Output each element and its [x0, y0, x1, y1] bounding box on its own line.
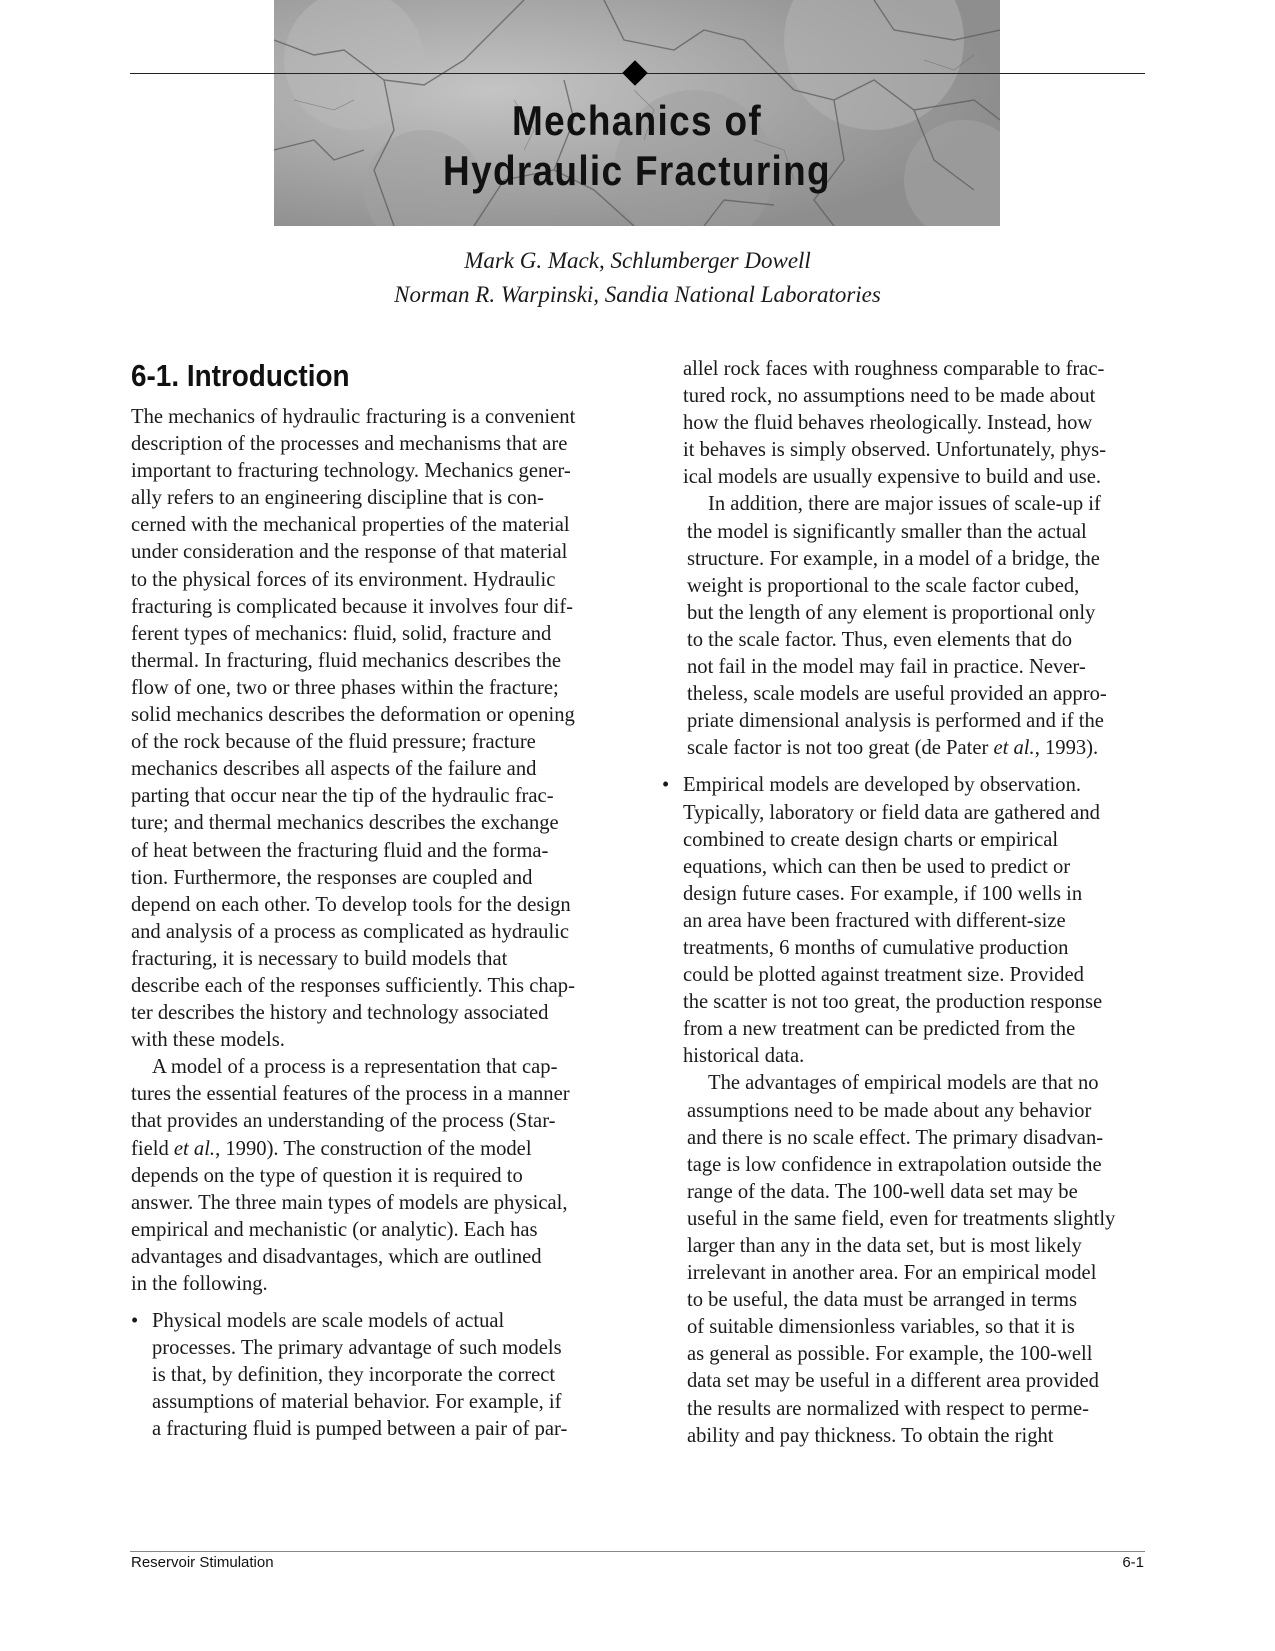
paragraph-line: weight is proportional to the scale factor cubed,: [687, 574, 1080, 597]
paragraph-line: with these models.: [131, 1029, 285, 1052]
bullet-physical-continuation: [683, 356, 1148, 491]
paragraph-line: the model is significantly smaller than the actual: [687, 520, 1087, 543]
advantages-paragraph: [683, 1070, 1148, 1449]
paragraph-line: historical data.: [683, 1045, 805, 1068]
paragraph-line: assumptions of material behavior. For example, if: [152, 1391, 562, 1414]
paragraph-line: treatments, 6 months of cumulative production: [683, 936, 1069, 959]
bullet-list: [662, 772, 1148, 1070]
paragraph-line: range of the data. The 100-well data set may be: [687, 1180, 1078, 1203]
paragraph-line: is that, by definition, they incorporate the correct: [152, 1364, 556, 1387]
paragraph-line: of suitable dimensionless variables, so that it is: [687, 1316, 1075, 1339]
author-1: Mark G. Mack, Schlumberger Dowell: [464, 248, 811, 273]
paragraph-line: mechanics describes all aspects of the failure and: [131, 758, 537, 781]
model-paragraph: [131, 1054, 616, 1298]
text-run: , 1990). The construction of the model: [215, 1137, 532, 1160]
chapter-title-line1: Mechanics of: [511, 97, 762, 144]
paragraph-line: the results are normalized with respect to perme-: [687, 1397, 1089, 1420]
paragraph-line: could be plotted against treatment size. Provided: [683, 964, 1084, 987]
paragraph-line: The advantages of empirical models are that no: [708, 1072, 1099, 1095]
chapter-title: [318, 96, 957, 196]
paragraph-line: ture; and thermal mechanics describes the exchange: [131, 812, 559, 835]
paragraph-line: The mechanics of hydraulic fracturing is a convenient: [131, 406, 576, 428]
paragraph-line: ter describes the history and technology associated: [131, 1002, 549, 1025]
paragraph-line: useful in the same field, even for treatments slightly: [687, 1207, 1116, 1230]
paragraph-line: assumptions need to be made about any behavior: [687, 1099, 1092, 1122]
bullet-text: [152, 1308, 616, 1443]
paragraph-line: Physical models are scale models of actual: [152, 1310, 505, 1333]
paragraph-line: Empirical models are developed by observation.: [683, 774, 1082, 797]
paragraph-line: [131, 1136, 616, 1163]
scale-lines: [687, 491, 1148, 735]
paragraph-line: combined to create design charts or empirical: [683, 828, 1059, 851]
paragraph-line: description of the processes and mechanisms that are: [131, 433, 568, 456]
paragraph-line: and there is no scale effect. The primary disadvan-: [687, 1126, 1104, 1149]
paragraph-line: that provides an understanding of the process (Star-: [131, 1110, 556, 1133]
paragraph-line: empirical and mechanistic (or analytic). Each has: [131, 1218, 538, 1241]
left-column: [131, 358, 616, 1444]
paragraph-line: describe each of the responses sufficiently. This chap-: [131, 974, 575, 997]
paragraph-line: in the following.: [131, 1273, 268, 1295]
paragraph-line: cerned with the mechanical properties of the material: [131, 514, 570, 537]
paragraph-line: of the rock because of the fluid pressure; fracture: [131, 731, 536, 754]
paragraph-line: A model of a process is a representation that cap-: [152, 1056, 558, 1079]
paragraph-line: ical models are usually expensive to build and use.: [683, 466, 1102, 489]
paragraph-line: processes. The primary advantage of such models: [152, 1337, 562, 1360]
paragraph-line: not fail in the model may fail in practice. Never-: [687, 656, 1086, 679]
paragraph-line: priate dimensional analysis is performed and if the: [687, 710, 1104, 733]
paragraph-line: allel rock faces with roughness comparable to frac-: [683, 358, 1105, 380]
footer-rule: [130, 1551, 1145, 1552]
paragraph-line: larger than any in the data set, but is most likely: [687, 1235, 1082, 1257]
paragraph-line: tion. Furthermore, the responses are coupled and: [131, 866, 533, 889]
paragraph-line: tures the essential features of the process in a manner: [131, 1083, 570, 1106]
paragraph-line: how the fluid behaves rheologically. Instead, how: [683, 412, 1093, 435]
paragraph-line: from a new treatment can be predicted from the: [683, 1018, 1076, 1041]
right-column: [662, 356, 1148, 1450]
paragraph-line: design future cases. For example, if 100 wells in: [683, 882, 1083, 905]
paragraph-line: tured rock, no assumptions need to be made about: [683, 385, 1096, 408]
chapter-title-line2: Hydraulic Fracturing: [443, 147, 831, 194]
paragraph-line: to the physical forces of its environment. Hydraulic: [131, 568, 556, 591]
author-block: [130, 244, 1145, 312]
paragraph-line: an area have been fractured with different-size: [683, 909, 1066, 932]
text-run: scale factor is not too great (de Pater: [687, 737, 994, 760]
paragraph-line: [687, 735, 1148, 762]
paragraph-line: thermal. In fracturing, fluid mechanics describes the: [131, 649, 562, 672]
text-run: field: [131, 1137, 174, 1160]
author-2: Norman R. Warpinski, Sandia National Laboratories: [394, 282, 881, 307]
italic-citation: et al.: [173, 1137, 216, 1160]
paragraph-line: under consideration and the response of that material: [131, 541, 568, 564]
paragraph-line: irrelevant in another area. For an empirical model: [687, 1262, 1097, 1285]
bullet-text: [683, 772, 1148, 1070]
paragraph-line: Typically, laboratory or field data are gathered and: [683, 801, 1100, 824]
paragraph-line: theless, scale models are useful provided an appro-: [687, 683, 1107, 706]
paragraph-line: ability and pay thickness. To obtain the right: [687, 1424, 1054, 1447]
paragraph-line: fracturing, it is necessary to build models that: [131, 947, 508, 970]
paragraph-line: and analysis of a process as complicated as hydraulic: [131, 920, 570, 943]
paragraph-line: depends on the type of question it is required to: [131, 1164, 523, 1187]
paragraph-line: solid mechanics describes the deformation or opening: [131, 704, 575, 727]
paragraph-line: it behaves is simply observed. Unfortunately, phys-: [683, 439, 1107, 462]
paragraph-line: flow of one, two or three phases within the fracture;: [131, 676, 559, 699]
paragraph-line: of heat between the fracturing fluid and the forma-: [131, 839, 549, 862]
paragraph-line: the scatter is not too great, the production response: [683, 991, 1103, 1014]
paragraph-line: parting that occur near the tip of the hydraulic frac-: [131, 785, 554, 808]
paragraph-line: to the scale factor. Thus, even elements that do: [687, 628, 1073, 651]
footer-book-title: Reservoir Stimulation: [131, 1554, 274, 1571]
paragraph-line: tage is low confidence in extrapolation outside the: [687, 1153, 1102, 1176]
paragraph-line: answer. The three main types of models are physical,: [131, 1191, 568, 1214]
paragraph-line: In addition, there are major issues of scale-up if: [708, 493, 1101, 516]
paragraph-line: equations, which can then be used to predict or: [683, 855, 1071, 878]
page-number: 6-1: [1122, 1554, 1144, 1571]
paragraph-line: important to fracturing technology. Mechanics gener-: [131, 460, 571, 483]
paragraph-line: to be useful, the data must be arranged in terms: [687, 1289, 1078, 1312]
italic-citation: et al.: [993, 737, 1035, 760]
paragraph-line: ally refers to an engineering discipline that is con-: [131, 487, 544, 510]
paragraph-line: depend on each other. To develop tools for the design: [131, 893, 571, 916]
advantages-lines: [687, 1070, 1148, 1449]
paragraph-line: a fracturing fluid is pumped between a pair of par-: [152, 1418, 568, 1441]
paragraph-line: ferent types of mechanics: fluid, solid, fracture and: [131, 622, 552, 645]
bullet-marker: •: [131, 1310, 139, 1333]
paragraph-line: advantages and disadvantages, which are outlined: [131, 1245, 542, 1268]
paragraph-line: as general as possible. For example, the 100-well: [687, 1343, 1093, 1366]
bullet-marker: •: [662, 774, 670, 797]
section-heading: 6-1. Introduction: [131, 358, 350, 393]
bullet-physical-models: [131, 1308, 616, 1443]
paragraph-line: fracturing is complicated because it involves four dif-: [131, 595, 574, 618]
scale-up-paragraph: [683, 491, 1148, 762]
text-run: , 1993).: [1034, 737, 1099, 760]
bullet-list: [131, 1308, 616, 1443]
paragraph-line: but the length of any element is proportional only: [687, 601, 1096, 624]
paragraph-line: structure. For example, in a model of a bridge, the: [687, 547, 1100, 570]
bullet-empirical-models: [662, 772, 1148, 1070]
paragraph-line: data set may be useful in a different area provided: [687, 1370, 1099, 1393]
intro-paragraph: [131, 404, 616, 1054]
paragraph-continuation: [131, 1163, 616, 1298]
